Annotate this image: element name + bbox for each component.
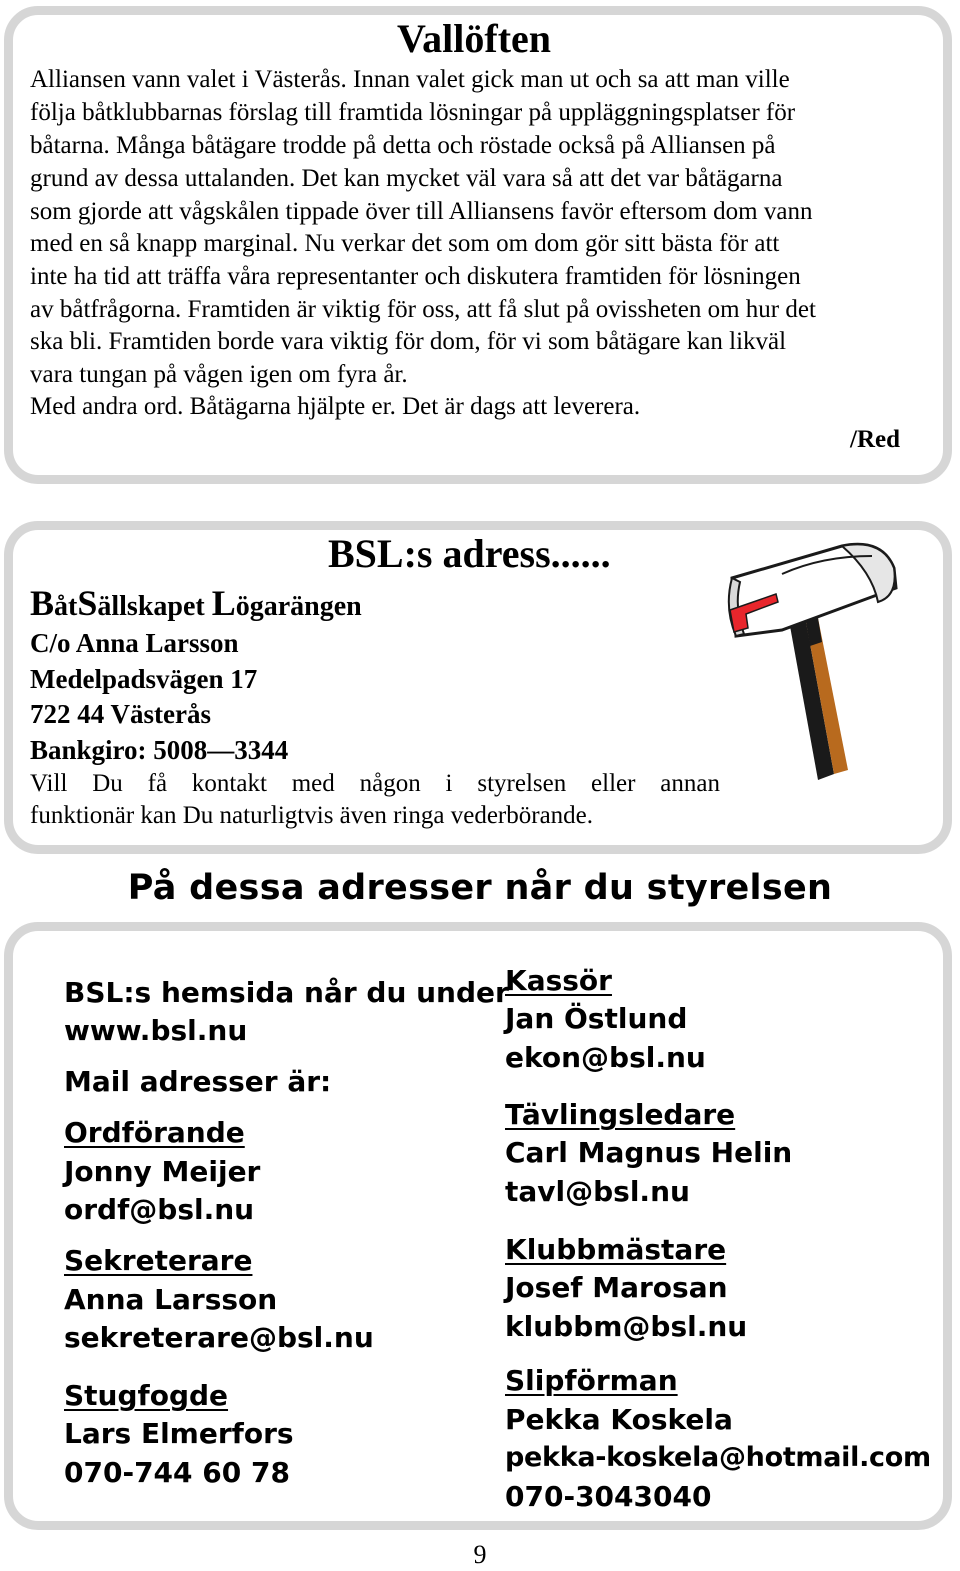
valloften-line: ska bli. Framtiden borde vara viktig för dom, för vi som båtägare kan likväl xyxy=(30,328,787,355)
org-text: ögarängen xyxy=(235,591,362,622)
contact-name: Josef Marosan xyxy=(505,1271,728,1304)
website-link[interactable]: www.bsl.nu xyxy=(64,1014,248,1047)
contact-name: Lars Elmerfors xyxy=(64,1417,294,1450)
valloften-signature: /Red xyxy=(850,426,900,453)
role-tavlingsledare: Tävlingsledare xyxy=(505,1098,736,1131)
contact-email[interactable]: ordf@bsl.nu xyxy=(64,1193,255,1226)
org-initial: L xyxy=(211,583,236,623)
valloften-line: av båtfrågorna. Framtiden är viktig för oss, att få slut på ovissheten om hur det xyxy=(30,296,816,323)
valloften-line: som gjorde att vågskålen tippade över till Alliansens favör eftersom dom vann xyxy=(30,198,813,225)
address-title: BSL:s adress...... xyxy=(328,531,611,576)
address-postal: 722 44 Västerås xyxy=(30,699,211,729)
address-text: Vill Du få kontakt med någon i styrelsen eller annan xyxy=(30,770,720,797)
role-stugfogde: Stugfogde xyxy=(64,1379,229,1412)
contact-email[interactable]: sekreterare@bsl.nu xyxy=(64,1321,374,1354)
org-initial: B xyxy=(30,583,55,623)
contact-name: Carl Magnus Helin xyxy=(505,1136,793,1169)
contact-email[interactable]: ekon@bsl.nu xyxy=(505,1041,706,1074)
valloften-line: Alliansen vann valet i Västerås. Innan valet gick man ut och sa att man ville xyxy=(30,66,790,93)
org-text: åt xyxy=(54,591,78,622)
role-ordforande: Ordförande xyxy=(64,1116,245,1149)
contact-phone[interactable]: 070-744 60 78 xyxy=(64,1456,290,1489)
role-klubbmastare: Klubbmästare xyxy=(505,1233,727,1266)
address-careof: C/o Anna Larsson xyxy=(30,628,239,658)
role-kassor: Kassör xyxy=(505,964,612,997)
contact-email[interactable]: klubbm@bsl.nu xyxy=(505,1310,748,1343)
mail-intro: Mail adresser är: xyxy=(64,1065,332,1098)
valloften-line: vara tungan på vågen igen om fyra år. xyxy=(30,361,408,388)
organization-name xyxy=(30,583,362,627)
role-slipforman: Slipförman xyxy=(505,1364,678,1397)
page-number: 9 xyxy=(473,1540,487,1569)
valloften-line: med en så knapp marginal. Nu verkar det som om dom gör sitt bästa för att xyxy=(30,230,780,257)
contact-email[interactable]: pekka-koskela@hotmail.com xyxy=(505,1442,931,1473)
contacts-heading: På dessa adresser når du styrelsen xyxy=(127,868,833,908)
contact-name: Anna Larsson xyxy=(64,1283,278,1316)
contact-name: Jonny Meijer xyxy=(64,1155,261,1188)
valloften-line: Med andra ord. Båtägarna hjälpte er. Det är dags att leverera. xyxy=(30,393,641,420)
role-sekreterare: Sekreterare xyxy=(64,1244,253,1277)
contact-name: Jan Östlund xyxy=(505,1002,688,1035)
valloften-title: Vallöften xyxy=(396,16,552,61)
address-bankgiro: Bankgiro: 5008—3344 xyxy=(30,735,289,765)
contact-name: Pekka Koskela xyxy=(505,1403,733,1436)
org-text: ällskapet xyxy=(97,591,212,622)
org-initial: S xyxy=(77,583,98,623)
website-intro: BSL:s hemsida når du under xyxy=(64,976,509,1009)
mailbox-icon xyxy=(722,538,904,788)
valloften-line: följa båtklubbarnas förslag till framtida lösningar på uppläggningsplatser för xyxy=(30,99,796,126)
valloften-line: båtarna. Många båtägare trodde på detta och röstade också på Alliansen på xyxy=(30,132,776,159)
valloften-line: inte ha tid att träffa våra representanter och diskutera framtiden för lösningen xyxy=(30,263,801,290)
valloften-line: grund av dessa uttalanden. Det kan mycket väl vara så att det var båtägarna xyxy=(30,165,783,192)
contact-phone[interactable]: 070-3043040 xyxy=(505,1480,712,1513)
address-street: Medelpadsvägen 17 xyxy=(30,664,258,694)
contact-email[interactable]: tavl@bsl.nu xyxy=(505,1175,690,1208)
address-text: funktionär kan Du naturligtvis även ringa vederbörande. xyxy=(30,802,594,829)
